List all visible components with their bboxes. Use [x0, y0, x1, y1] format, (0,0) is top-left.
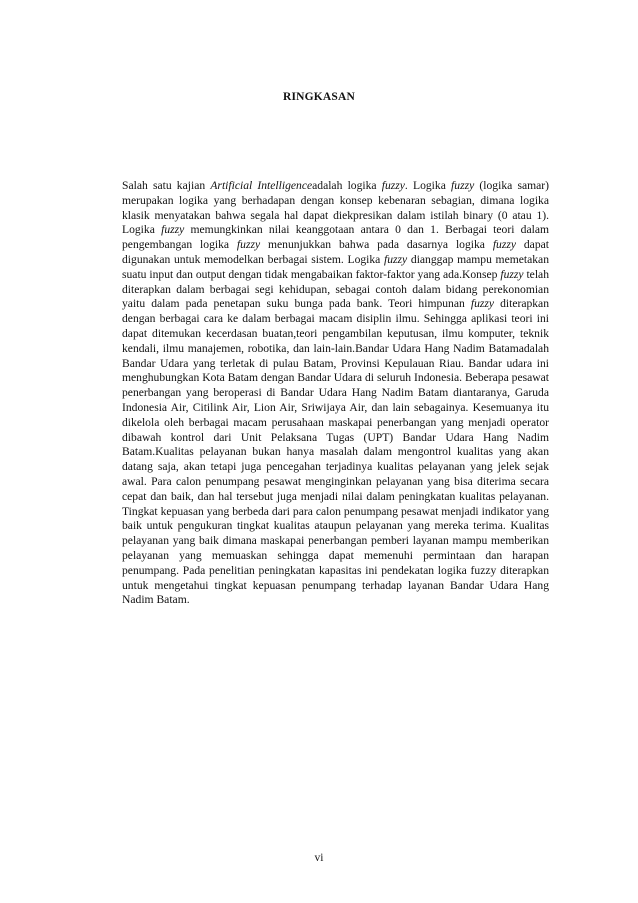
italic-term: Artificial Intelligence	[210, 179, 313, 192]
text-run: adalah logika	[312, 179, 382, 192]
text-run: telah diterapkan dalam berbagai segi kehidupan, sebagai contoh dalam bidang perekonomian yaitu dalam pada penetapan suku bunga pada bank. Teori himpunan	[122, 267, 549, 311]
italic-term: fuzzy	[500, 267, 524, 281]
italic-term: fuzzy	[470, 297, 495, 311]
italic-term: fuzzy	[451, 179, 475, 192]
summary-paragraph	[122, 179, 549, 608]
text-run: diterapkan dengan berbagai cara ke dalam berbagai macam disiplin ilmu. Sehingga aplikasi teori ini dapat ditemukan kecerdasan buatan,teori pengambilan keputusan, ilmu komputer, teknik kendali, ilmu manajemen, robotika, dan lain-lain.Bandar Udara Hang Nadim Batamadalah Bandar Udara yang terletak di pulau Batam, Provinsi Kepulauan Riau. Bandar udara ini menghubungkan Kota Batam dengan Bandar Udara di seluruh Indonesia. Beberapa pesawat penerbangan yang beroperasi di Bandar Udara Hang Nadim Batam diantaranya, Garuda Indonesia Air, Citilink Air, Lion Air, Sriwijaya Air, dan lain sebagainya. Kesemuanya itu dikelola oleh berbagai macam perusahaan maskapai penerbangan yang menjadi operator dibawah kontrol dari Unit Pelaksana Tugas (UPT) Bandar Udara Hang Nadim Batam.Kualitas pelayanan bukan hanya masalah dalam mengontrol kualitas yang akan datang saja, akan tetapi juga pencegahan terjadinya kualitas pelayanan yang jelek sejak awal. Para calon penumpang pesawat menginginkan pelayanan yang bisa diterima secara cepat dan baik, dan hal tersebut juga menjadi nilai dalam peningkatan kualitas pelayanan. Tingkat kepuasan yang berbeda dari para calon penumpang pesawat menjadi indikator yang baik untuk pengukuran tingkat kualitas ataupun pelayanan yang mereka terima. Kualitas pelayanan yang baik dimana maskapai penerbangan pemberi layanan mampu memberikan pelayanan yang memuaskan sehingga dapat memenuhi permintaan dan harapan penumpang. Pada penelitian peningkatan kapasitas ini pendekatan logika fuzzy diterapkan untuk mengetahui tingkat kepuasan penumpang terhadap layanan Bandar Udara Hang Nadim Batam.	[122, 297, 550, 607]
text-run: dapat digunakan untuk memodelkan berbagai sistem. Logika	[122, 238, 549, 266]
text-run: Salah satu kajian	[122, 179, 211, 192]
page-number: vi	[314, 852, 324, 864]
text-run: . Logika	[404, 179, 452, 192]
italic-term: fuzzy	[381, 179, 405, 192]
text-run: (logika samar) merupakan logika yang berhadapan dengan konsep kebenaran sebagian, dimana logika klasik menyatakan bahwa segala hal dapat diekpresikan dalam istilah binary (0 atau 1). Logika	[122, 179, 549, 237]
text-run: menunjukkan bahwa pada dasarnya logika	[260, 238, 493, 252]
text-run: dianggap mampu memetakan suatu input dan output dengan tidak mengabaikan faktor-faktor yang ada.Konsep	[122, 252, 549, 281]
italic-term: fuzzy	[492, 238, 516, 252]
italic-term: fuzzy	[384, 252, 408, 266]
page-title: RINGKASAN	[282, 91, 356, 103]
italic-term: fuzzy	[161, 223, 185, 237]
text-run: memungkinkan nilai keanggotaan antara 0 dan 1. Berbagai teori dalam pengembangan logika	[122, 223, 549, 252]
italic-term: fuzzy	[236, 238, 261, 252]
